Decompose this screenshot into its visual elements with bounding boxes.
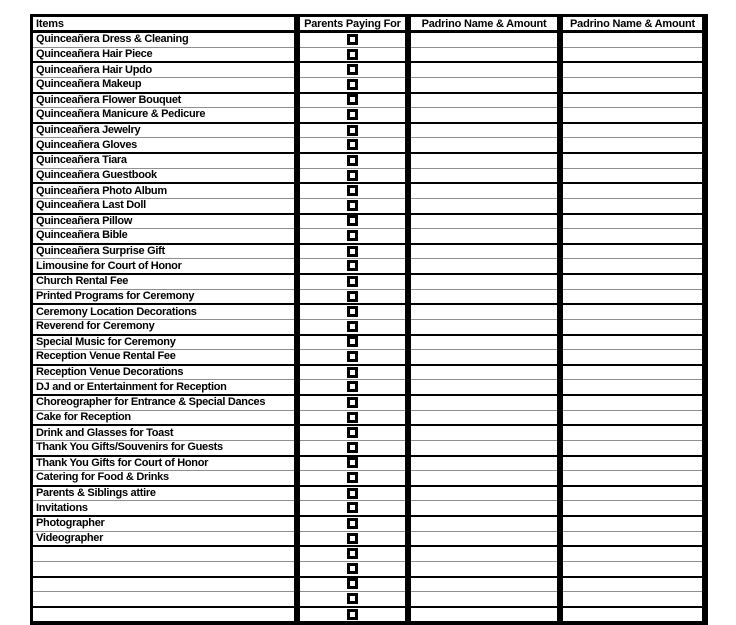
padrino-1-cell[interactable] (408, 153, 560, 168)
parents-paying-cell[interactable] (297, 108, 408, 123)
padrino-2-cell[interactable] (560, 32, 705, 48)
item-cell[interactable]: Quinceañera Bible (36, 229, 128, 242)
checkbox-icon[interactable] (347, 457, 358, 468)
parents-paying-cell[interactable] (297, 319, 408, 334)
checkbox-icon[interactable] (347, 49, 358, 60)
padrino-1-cell[interactable] (408, 244, 560, 259)
padrino-1-cell[interactable] (408, 425, 560, 440)
table-row (32, 531, 706, 546)
item-cell[interactable]: Invitations (36, 501, 88, 514)
padrino-1-cell[interactable] (408, 456, 560, 471)
padrino-1-cell[interactable] (408, 607, 560, 624)
checkbox-icon[interactable] (347, 427, 358, 438)
table-row (32, 350, 706, 365)
parents-paying-cell[interactable] (297, 516, 408, 531)
table-row (32, 93, 706, 108)
checkbox-icon[interactable] (347, 367, 358, 378)
checkbox-icon[interactable] (347, 79, 358, 90)
padrino-2-cell[interactable] (560, 546, 705, 561)
parents-paying-cell[interactable] (297, 561, 408, 576)
table-body (32, 32, 706, 624)
padrino-2-cell[interactable] (560, 410, 705, 425)
item-cell[interactable]: Quinceañera Tiara (36, 154, 127, 167)
parents-paying-cell[interactable] (297, 350, 408, 365)
item-cell[interactable]: Quinceañera Dress & Cleaning (36, 33, 189, 46)
item-cell[interactable]: Limousine for Court of Honor (36, 259, 182, 272)
table-row (32, 456, 706, 471)
padrino-2-cell[interactable] (560, 244, 705, 259)
table-row (32, 561, 706, 576)
parents-paying-cell[interactable] (297, 198, 408, 213)
parents-paying-cell[interactable] (297, 486, 408, 501)
item-cell[interactable]: Quinceañera Pillow (36, 214, 133, 227)
padrino-2-cell[interactable] (560, 380, 705, 395)
parents-paying-cell[interactable] (297, 607, 408, 624)
parents-paying-cell[interactable] (297, 153, 408, 168)
table-row (32, 274, 706, 289)
table-row (32, 425, 706, 440)
checkbox-icon[interactable] (347, 321, 358, 332)
item-cell[interactable]: DJ and or Entertainment for Reception (36, 380, 227, 393)
parents-paying-cell[interactable] (297, 335, 408, 350)
table-row (32, 123, 706, 138)
table-row (32, 607, 706, 624)
padrino-2-cell[interactable] (560, 531, 705, 546)
item-cell[interactable]: Quinceañera Jewelry (36, 124, 141, 137)
parents-paying-cell[interactable] (297, 410, 408, 425)
padrino-2-cell[interactable] (560, 319, 705, 334)
padrino-1-cell[interactable] (408, 350, 560, 365)
parents-paying-cell[interactable] (297, 259, 408, 274)
table-row (32, 486, 706, 501)
padrino-1-cell[interactable] (408, 304, 560, 319)
padrino-2-cell[interactable] (560, 123, 705, 138)
item-cell[interactable]: Parents & Siblings attire (36, 487, 156, 500)
checkbox-icon[interactable] (347, 109, 358, 120)
table-row (32, 168, 706, 183)
checkbox-icon[interactable] (347, 170, 358, 181)
checkbox-icon[interactable] (347, 230, 358, 241)
parents-paying-cell[interactable] (297, 456, 408, 471)
padrino-2-cell[interactable] (560, 501, 705, 516)
parents-paying-cell[interactable] (297, 168, 408, 183)
item-cell[interactable]: Thank You Gifts/Souvenirs for Guests (36, 441, 223, 454)
parents-paying-cell[interactable] (297, 365, 408, 380)
padrino-2-cell[interactable] (560, 153, 705, 168)
padrino-2-cell[interactable] (560, 350, 705, 365)
checklist-table (30, 14, 708, 625)
item-cell[interactable]: Printed Programs for Ceremony (36, 289, 195, 302)
checkbox-icon[interactable] (347, 185, 358, 196)
parents-paying-cell[interactable] (297, 471, 408, 486)
padrino-1-cell[interactable] (408, 62, 560, 77)
header-row (32, 16, 706, 32)
table-row (32, 32, 706, 48)
item-cell[interactable]: Reception Venue Rental Fee (36, 350, 176, 363)
item-cell[interactable]: Drink and Glasses for Toast (36, 426, 174, 439)
parents-paying-cell[interactable] (297, 304, 408, 319)
parents-paying-cell[interactable] (297, 62, 408, 77)
table-row (32, 395, 706, 410)
checkbox-icon[interactable] (347, 518, 358, 529)
padrino-1-cell[interactable] (408, 168, 560, 183)
item-cell[interactable]: Choreographer for Entrance & Special Dances (36, 396, 266, 409)
checkbox-icon[interactable] (347, 381, 358, 392)
padrino-2-cell[interactable] (560, 168, 705, 183)
padrino-1-cell[interactable] (408, 47, 560, 62)
checkbox-icon[interactable] (347, 533, 358, 544)
padrino-1-cell[interactable] (408, 108, 560, 123)
table-row (32, 62, 706, 77)
padrino-1-cell[interactable] (408, 123, 560, 138)
checkbox-icon[interactable] (347, 502, 358, 513)
item-cell[interactable]: Quinceañera Hair Piece (36, 47, 153, 60)
table-row (32, 47, 706, 62)
padrino-1-cell[interactable] (408, 471, 560, 486)
padrino-1-cell[interactable] (408, 395, 560, 410)
checkbox-icon[interactable] (347, 139, 358, 150)
padrino-2-cell[interactable] (560, 289, 705, 304)
checkbox-icon[interactable] (347, 306, 358, 317)
padrino-1-cell[interactable] (408, 229, 560, 244)
padrino-2-cell[interactable] (560, 214, 705, 229)
padrino-1-cell[interactable] (408, 259, 560, 274)
item-cell[interactable] (32, 577, 297, 592)
padrino-2-cell[interactable] (560, 425, 705, 440)
table-row (32, 304, 706, 319)
padrino-1-cell[interactable] (408, 486, 560, 501)
item-cell[interactable]: Reception Venue Decorations (36, 366, 184, 379)
item-cell[interactable]: Quinceañera Last Doll (36, 199, 146, 212)
padrino-2-cell[interactable] (560, 138, 705, 153)
parents-paying-cell[interactable] (297, 531, 408, 546)
padrino-1-cell[interactable] (408, 183, 560, 198)
checkbox-icon[interactable] (347, 593, 358, 604)
item-cell[interactable]: Reverend for Ceremony (36, 320, 155, 333)
padrino-1-cell[interactable] (408, 335, 560, 350)
item-cell[interactable]: Quinceañera Gloves (36, 138, 137, 151)
item-cell[interactable]: Cake for Reception (36, 410, 131, 423)
table-row (32, 259, 706, 274)
checkbox-icon[interactable] (347, 64, 358, 75)
padrino-1-cell[interactable] (408, 516, 560, 531)
parents-paying-cell[interactable] (297, 138, 408, 153)
checkbox-icon[interactable] (347, 442, 358, 453)
col-header-parents-paying: Parents Paying For (297, 16, 408, 32)
table-row (32, 410, 706, 425)
parents-paying-cell[interactable] (297, 577, 408, 592)
checkbox-icon[interactable] (347, 488, 358, 499)
parents-paying-cell[interactable] (297, 274, 408, 289)
padrino-1-cell[interactable] (408, 577, 560, 592)
padrino-1-cell[interactable] (408, 77, 560, 92)
col-header-items: Items (32, 16, 297, 32)
padrino-2-cell[interactable] (560, 274, 705, 289)
table-row (32, 108, 706, 123)
checkbox-icon[interactable] (347, 578, 358, 589)
padrino-1-cell[interactable] (408, 440, 560, 455)
parents-paying-cell[interactable] (297, 501, 408, 516)
checkbox-icon[interactable] (347, 200, 358, 211)
table-row (32, 577, 706, 592)
item-cell[interactable]: Quinceañera Hair Updo (36, 63, 152, 76)
item-cell[interactable]: Special Music for Ceremony (36, 335, 176, 348)
table-row (32, 289, 706, 304)
padrino-1-cell[interactable] (408, 198, 560, 213)
table-row (32, 153, 706, 168)
padrino-2-cell[interactable] (560, 77, 705, 92)
parents-paying-cell[interactable] (297, 592, 408, 607)
table-row (32, 380, 706, 395)
padrino-1-cell[interactable] (408, 546, 560, 561)
table-row (32, 365, 706, 380)
parents-paying-cell[interactable] (297, 395, 408, 410)
table-row (32, 592, 706, 607)
item-cell[interactable]: Quinceañera Surprise Gift (36, 245, 165, 258)
padrino-1-cell[interactable] (408, 138, 560, 153)
table-row (32, 198, 706, 213)
padrino-2-cell[interactable] (560, 607, 705, 624)
item-cell[interactable] (32, 546, 297, 561)
item-cell[interactable] (32, 607, 297, 624)
item-cell[interactable]: Quinceañera Manicure & Pedicure (36, 108, 206, 121)
padrino-1-cell[interactable] (408, 365, 560, 380)
padrino-1-cell[interactable] (408, 274, 560, 289)
checkbox-icon[interactable] (347, 609, 358, 620)
padrino-2-cell[interactable] (560, 93, 705, 108)
item-cell[interactable]: Photographer (36, 517, 105, 530)
padrino-2-cell[interactable] (560, 395, 705, 410)
padrino-1-cell[interactable] (408, 380, 560, 395)
checkbox-icon[interactable] (347, 125, 358, 136)
item-cell[interactable]: Quinceañera Photo Album (36, 184, 167, 197)
parents-paying-cell[interactable] (297, 244, 408, 259)
padrino-2-cell[interactable] (560, 440, 705, 455)
parents-paying-cell[interactable] (297, 440, 408, 455)
checkbox-icon[interactable] (347, 276, 358, 287)
table-row (32, 319, 706, 334)
col-header-padrino-2: Padrino Name & Amount (560, 16, 705, 32)
table-row (32, 335, 706, 350)
padrino-2-cell[interactable] (560, 471, 705, 486)
table-row (32, 183, 706, 198)
padrino-2-cell[interactable] (560, 198, 705, 213)
item-cell[interactable]: Videographer (36, 531, 104, 544)
parents-paying-cell[interactable] (297, 289, 408, 304)
padrino-1-cell[interactable] (408, 410, 560, 425)
checkbox-icon[interactable] (347, 351, 358, 362)
item-cell[interactable]: Quinceañera Guestbook (36, 168, 157, 181)
table-row (32, 440, 706, 455)
item-cell[interactable]: Ceremony Location Decorations (36, 305, 197, 318)
table-row (32, 501, 706, 516)
parents-paying-cell[interactable] (297, 47, 408, 62)
checkbox-icon[interactable] (347, 34, 358, 45)
padrino-2-cell[interactable] (560, 577, 705, 592)
item-cell[interactable]: Quinceañera Makeup (36, 78, 142, 91)
parents-paying-cell[interactable] (297, 546, 408, 561)
parents-paying-cell[interactable] (297, 425, 408, 440)
item-cell[interactable]: Thank You Gifts for Court of Honor (36, 456, 209, 469)
padrino-1-cell[interactable] (408, 501, 560, 516)
table-row (32, 546, 706, 561)
padrino-1-cell[interactable] (408, 561, 560, 576)
padrino-2-cell[interactable] (560, 365, 705, 380)
padrino-2-cell[interactable] (560, 561, 705, 576)
padrino-2-cell[interactable] (560, 516, 705, 531)
padrino-2-cell[interactable] (560, 335, 705, 350)
padrino-2-cell[interactable] (560, 108, 705, 123)
parents-paying-cell[interactable] (297, 183, 408, 198)
checkbox-icon[interactable] (347, 548, 358, 559)
padrino-1-cell[interactable] (408, 214, 560, 229)
item-cell[interactable] (32, 592, 297, 607)
padrino-1-cell[interactable] (408, 93, 560, 108)
padrino-2-cell[interactable] (560, 456, 705, 471)
item-cell[interactable] (32, 561, 297, 576)
table-row (32, 471, 706, 486)
padrino-2-cell[interactable] (560, 592, 705, 607)
padrino-2-cell[interactable] (560, 304, 705, 319)
checkbox-icon[interactable] (347, 155, 358, 166)
checkbox-icon[interactable] (347, 215, 358, 226)
padrino-2-cell[interactable] (560, 486, 705, 501)
checkbox-icon[interactable] (347, 260, 358, 271)
table-header (32, 16, 706, 32)
parents-paying-cell[interactable] (297, 32, 408, 48)
item-cell[interactable]: Church Rental Fee (36, 275, 129, 288)
table-row (32, 77, 706, 92)
checkbox-icon[interactable] (347, 397, 358, 408)
padrino-2-cell[interactable] (560, 47, 705, 62)
padrino-1-cell[interactable] (408, 531, 560, 546)
col-header-padrino-1: Padrino Name & Amount (408, 16, 560, 32)
parents-paying-cell[interactable] (297, 380, 408, 395)
padrino-2-cell[interactable] (560, 229, 705, 244)
padrino-1-cell[interactable] (408, 289, 560, 304)
parents-paying-cell[interactable] (297, 229, 408, 244)
table-row (32, 214, 706, 229)
padrino-1-cell[interactable] (408, 319, 560, 334)
table-row (32, 229, 706, 244)
parents-paying-cell[interactable] (297, 77, 408, 92)
padrino-2-cell[interactable] (560, 259, 705, 274)
table-row (32, 138, 706, 153)
checkbox-icon[interactable] (347, 563, 358, 574)
padrino-2-cell[interactable] (560, 183, 705, 198)
item-cell[interactable]: Catering for Food & Drinks (36, 471, 169, 484)
checkbox-icon[interactable] (347, 291, 358, 302)
parents-paying-cell[interactable] (297, 93, 408, 108)
checkbox-icon[interactable] (347, 94, 358, 105)
table-row (32, 244, 706, 259)
padrino-2-cell[interactable] (560, 62, 705, 77)
parents-paying-cell[interactable] (297, 123, 408, 138)
checkbox-icon[interactable] (347, 412, 358, 423)
checkbox-icon[interactable] (347, 336, 358, 347)
parents-paying-cell[interactable] (297, 214, 408, 229)
checkbox-icon[interactable] (347, 472, 358, 483)
padrino-1-cell[interactable] (408, 32, 560, 48)
checkbox-icon[interactable] (347, 246, 358, 257)
table-row (32, 516, 706, 531)
padrino-1-cell[interactable] (408, 592, 560, 607)
item-cell[interactable]: Quinceañera Flower Bouquet (36, 93, 182, 106)
